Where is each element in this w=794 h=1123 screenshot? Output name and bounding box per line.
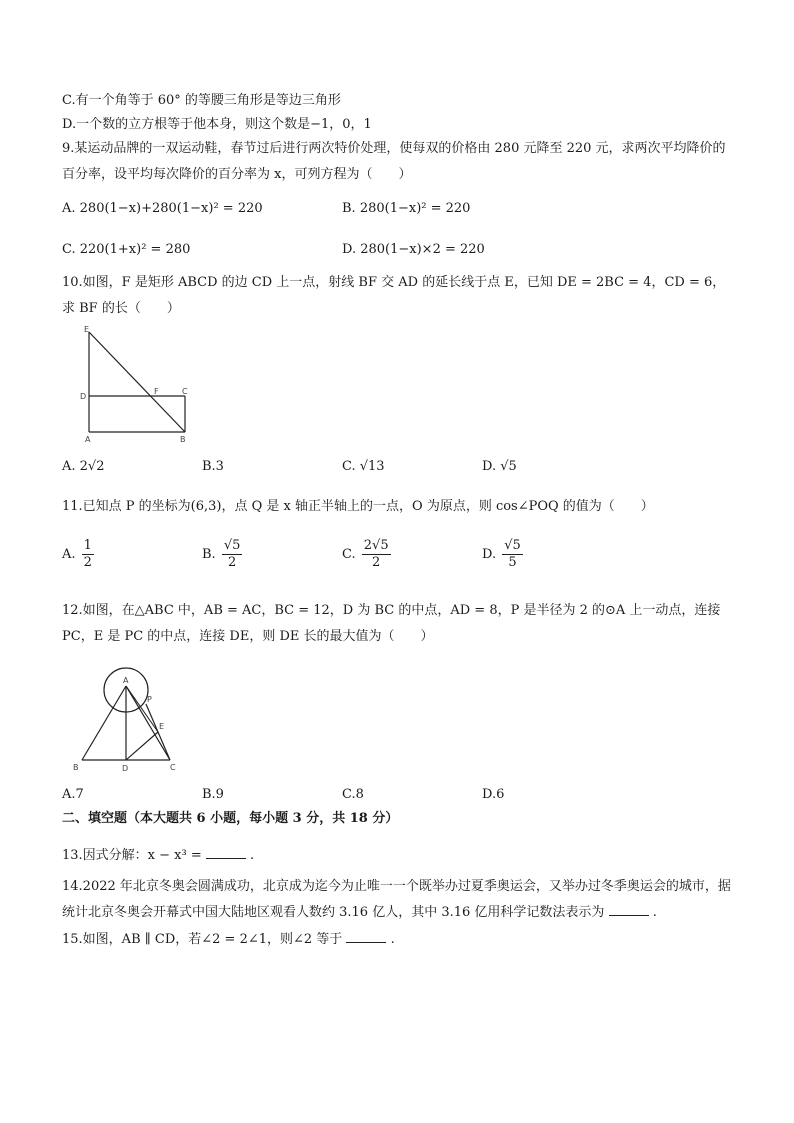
q11-option-d-denominator: 5 bbox=[508, 555, 517, 570]
q12-line-de bbox=[126, 732, 158, 760]
q8-option-c: C.有一个角等于 60° 的等腰三角形是等边三角形 bbox=[62, 93, 341, 108]
q10-label-d: D bbox=[80, 392, 87, 401]
q12-label-p: P bbox=[147, 695, 152, 704]
q11-option-d-prefix: D. bbox=[482, 547, 497, 562]
q11-option-c-numerator: 2√5 bbox=[363, 538, 389, 553]
q10-line-eb bbox=[89, 332, 185, 432]
q11-option-c bbox=[342, 538, 391, 571]
q10-label-a: A bbox=[85, 435, 91, 444]
q13-end: . bbox=[250, 848, 255, 863]
q11-option-d bbox=[482, 538, 523, 571]
q11-option-a-numerator: 1 bbox=[83, 538, 92, 553]
q10-option-a: A. 2√2 bbox=[62, 459, 105, 474]
q8-option-d: D.一个数的立方根等于他本身，则这个数是−1，0，1 bbox=[62, 117, 372, 132]
q11-option-b-prefix: B. bbox=[202, 547, 216, 562]
q12-label-a: A bbox=[123, 676, 129, 685]
q12-option-c: C.8 bbox=[342, 787, 364, 802]
q11-option-b-fraction bbox=[222, 538, 243, 571]
q11-option-b bbox=[202, 538, 242, 571]
q12-label-b: B bbox=[73, 763, 79, 772]
q10-label-e: E bbox=[84, 325, 90, 334]
q12-line-ae bbox=[126, 686, 158, 732]
q11-option-b-denominator: 2 bbox=[227, 555, 237, 570]
q11-option-c-fraction bbox=[362, 538, 391, 571]
section2-title: 二、填空题（本大题共 6 小题，每小题 3 分，共 18 分） bbox=[62, 811, 399, 826]
q13-answer-blank[interactable] bbox=[206, 846, 246, 859]
q12-figure bbox=[70, 664, 185, 776]
q12-label-d: D bbox=[122, 764, 129, 773]
q11-option-a-denominator: 2 bbox=[83, 555, 92, 570]
q10-label-b: B bbox=[180, 435, 186, 444]
q11-option-b-numerator: √5 bbox=[223, 538, 241, 553]
q9-option-b: B. 280(1−x)² = 220 bbox=[342, 201, 471, 216]
q14-text: 14.2022 年北京冬奥会圆满成功，北京成为迄今为止唯一一个既举办过夏季奥运会，又举办过冬季奥运会的城市，据统计北京冬奥会开幕式中国大陆地区观看人数约 3.16 亿人，其中 3.16 亿用科学记数法表示为 bbox=[62, 879, 731, 920]
q12-option-d: D.6 bbox=[482, 787, 505, 802]
q11-option-d-numerator: √5 bbox=[504, 538, 521, 553]
q12-label-c: C bbox=[170, 763, 176, 772]
q12-line-ab bbox=[82, 686, 126, 760]
q12-option-b: B.9 bbox=[202, 787, 224, 802]
q10-option-c: C. √13 bbox=[342, 459, 385, 474]
q11-option-c-denominator: 2 bbox=[372, 555, 381, 570]
q11-option-a-prefix: A. bbox=[62, 547, 76, 562]
q10-figure bbox=[80, 322, 195, 444]
q15 bbox=[62, 930, 395, 949]
q11-option-a-fraction bbox=[82, 538, 94, 571]
q12-label-e: E bbox=[159, 722, 165, 731]
q9-option-d: D. 280(1−x)×2 = 220 bbox=[342, 242, 485, 257]
q12-option-a: A.7 bbox=[62, 787, 84, 802]
q14-end: . bbox=[652, 905, 657, 920]
q10-label-c: C bbox=[182, 387, 188, 396]
q13 bbox=[62, 846, 254, 865]
q11-option-c-prefix: C. bbox=[342, 547, 356, 562]
q15-end: . bbox=[390, 932, 395, 947]
q14-answer-blank[interactable] bbox=[609, 903, 649, 916]
q12-stem: 12.如图，在△ABC 中，AB = AC，BC = 12，D 为 BC 的中点，AD = 8，P 是半径为 2 的⊙A 上一动点，连接 PC，E 是 PC 的中点，连接 DE，则 DE 长的最大值为（ ） bbox=[62, 603, 721, 644]
q11-option-d-fraction bbox=[502, 538, 523, 571]
q9-option-c: C. 220(1+x)² = 280 bbox=[62, 242, 191, 257]
q14 bbox=[62, 874, 734, 926]
q10-stem: 10.如图，F 是矩形 ABCD 的边 CD 上一点，射线 BF 交 AD 的延长线于点 E，已知 DE = 2BC = 4，CD = 6，求 BF 的长（ ） bbox=[62, 275, 726, 316]
q10-label-f: F bbox=[154, 387, 159, 396]
q15-answer-blank[interactable] bbox=[346, 930, 386, 943]
q10-option-b: B.3 bbox=[202, 459, 224, 474]
q15-text: 15.如图，AB ∥ CD，若∠2 = 2∠1，则∠2 等于 bbox=[62, 932, 343, 947]
q11-stem: 11.已知点 P 的坐标为(6,3)，点 Q 是 x 轴正半轴上的一点，O 为原点，则 cos∠POQ 的值为（ ） bbox=[62, 499, 654, 514]
q13-text: 13.因式分解：x − x³ = bbox=[62, 848, 202, 863]
q10-option-d: D. √5 bbox=[482, 459, 517, 474]
q9-stem: 9.某运动品牌的一双运动鞋，春节过后进行两次特价处理，使每双的价格由 280 元降至 220 元，求两次平均降价的百分率，设平均每次降价的百分率为 x，可列方程为（ ） bbox=[62, 141, 726, 182]
q9-option-a: A. 280(1−x)+280(1−x)² = 220 bbox=[62, 201, 263, 216]
q11-option-a bbox=[62, 538, 94, 571]
